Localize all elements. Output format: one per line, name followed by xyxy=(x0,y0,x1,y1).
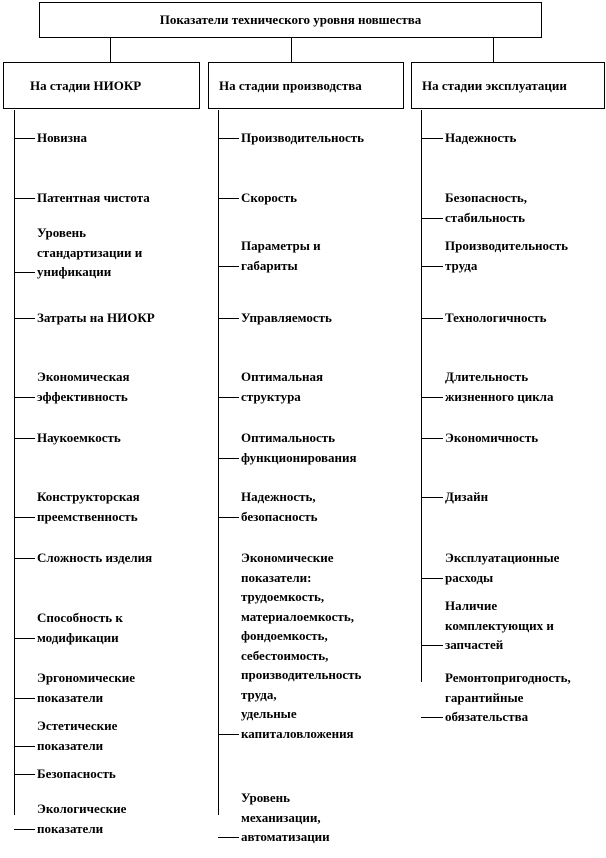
branch-tick xyxy=(14,698,35,699)
branch-tick xyxy=(421,438,443,439)
indicator-line: Ремонтопригодность, xyxy=(445,670,571,685)
branch-tick xyxy=(421,218,443,219)
branch-tick xyxy=(14,272,35,273)
indicator-line: показатели: xyxy=(241,569,312,585)
indicator-line: Уровень xyxy=(241,790,291,805)
indicator-item xyxy=(37,223,142,282)
indicator-item xyxy=(37,548,152,568)
column-box-niokr xyxy=(3,62,200,109)
indicator-line: преемственность xyxy=(37,508,138,524)
indicator-line: Способность к xyxy=(37,610,123,625)
indicator-line: Оптимальность xyxy=(241,430,336,445)
indicator-line: Экономические xyxy=(241,550,334,565)
branch-tick xyxy=(218,397,239,398)
indicator-line: функционирования xyxy=(241,449,357,465)
indicator-line: запчастей xyxy=(445,637,504,652)
indicator-line: Надежность xyxy=(445,130,517,145)
column-box-production xyxy=(208,62,404,109)
branch-tick xyxy=(421,318,443,319)
indicator-line: Производительность xyxy=(241,130,365,145)
indicator-line: модификации xyxy=(37,629,119,645)
indicator-item xyxy=(445,236,568,275)
indicator-item xyxy=(37,188,150,208)
indicator-line: Надежность, xyxy=(241,489,316,504)
column-box-exploitation xyxy=(411,62,605,109)
branch-tick xyxy=(14,198,35,199)
branch-tick xyxy=(14,829,35,830)
branch-tick xyxy=(14,774,35,775)
indicator-line: Наукоемкость xyxy=(37,430,121,445)
indicator-line: производительность xyxy=(241,667,362,682)
indicator-line: Экологические xyxy=(37,801,127,816)
indicator-line: труда xyxy=(445,257,478,273)
branch-tick xyxy=(218,266,239,267)
branch-tick xyxy=(218,734,239,735)
indicator-item xyxy=(445,428,538,448)
indicator-item xyxy=(37,367,130,406)
indicator-item xyxy=(37,308,155,328)
branch-tick xyxy=(14,558,35,559)
indicator-line: автоматизации xyxy=(241,829,330,844)
indicator-line: материалоемкость, xyxy=(241,608,354,624)
indicator-line: Оптимальная xyxy=(241,369,324,384)
column-title-niokr: На стадии НИОКР xyxy=(30,77,142,93)
branch-tick xyxy=(421,578,443,579)
branch-tick xyxy=(421,266,443,267)
indicator-line: механизации, xyxy=(241,809,321,825)
indicator-line: Скорость xyxy=(241,190,297,205)
indicator-line: фондоемкость, xyxy=(241,628,328,643)
indicator-line: показатели xyxy=(37,820,104,836)
indicator-item xyxy=(445,128,516,148)
indicator-item xyxy=(445,367,553,406)
branch-tick xyxy=(218,138,239,139)
indicator-item xyxy=(445,596,554,655)
indicator-line: стандартизации и xyxy=(37,244,143,260)
indicator-line: Сложность изделия xyxy=(37,550,153,565)
indicator-line: показатели xyxy=(37,737,104,753)
branch-tick xyxy=(218,837,239,838)
indicator-line: Технологичность xyxy=(445,310,547,325)
branch-tick xyxy=(421,717,443,718)
indicator-item xyxy=(241,128,364,148)
indicator-item xyxy=(445,308,547,328)
branch-tick xyxy=(218,318,239,319)
indicator-line: структура xyxy=(241,388,301,404)
indicator-item xyxy=(37,428,121,448)
indicator-line: Эргономические xyxy=(37,670,135,685)
branch-tick xyxy=(14,138,35,139)
branch-tick xyxy=(14,746,35,747)
indicator-line: труда, xyxy=(241,686,277,702)
indicator-line: удельные xyxy=(241,706,297,721)
connector-top-left xyxy=(110,38,111,62)
indicator-line: Уровень xyxy=(37,225,87,240)
trunk-line-production xyxy=(218,110,219,815)
branch-tick xyxy=(218,458,239,459)
branch-tick xyxy=(14,638,35,639)
column-title-exploitation: На стадии эксплуатации xyxy=(422,77,567,93)
indicator-item xyxy=(37,608,123,647)
top-box xyxy=(39,2,542,38)
indicator-line: безопасность xyxy=(241,508,318,524)
indicator-line: капиталовложения xyxy=(241,725,354,741)
branch-tick xyxy=(14,397,35,398)
branch-tick xyxy=(14,318,35,319)
indicator-line: трудоемкость, xyxy=(241,589,325,604)
indicator-item xyxy=(445,548,559,587)
connector-top-trunk xyxy=(291,38,292,62)
indicator-line: габариты xyxy=(241,257,298,273)
indicator-line: Экономичность xyxy=(445,430,539,445)
indicator-item xyxy=(445,668,571,727)
connector-top-right xyxy=(493,38,494,62)
indicator-item xyxy=(37,764,116,784)
top-title: Показатели технического уровня новшества xyxy=(159,12,422,27)
indicator-line: Эстетические xyxy=(37,718,118,733)
indicator-line: Безопасность, xyxy=(445,190,528,205)
indicator-line: унификации xyxy=(37,264,112,279)
indicator-line: Дизайн xyxy=(445,489,489,504)
indicator-item xyxy=(37,668,135,707)
indicator-item xyxy=(241,236,321,275)
branch-tick xyxy=(421,397,443,398)
indicator-line: себестоимость, xyxy=(241,647,329,663)
indicator-line: Патентная чистота xyxy=(37,190,150,205)
indicator-line: жизненного цикла xyxy=(445,388,554,404)
indicator-line: гарантийные xyxy=(445,689,524,705)
column-title-production: На стадии производства xyxy=(219,77,362,93)
indicator-item xyxy=(37,716,117,755)
indicator-line: эффективность xyxy=(37,388,128,404)
indicator-line: Производительность xyxy=(445,238,569,253)
branch-tick xyxy=(421,138,443,139)
branch-tick xyxy=(218,517,239,518)
indicator-line: стабильность xyxy=(445,209,525,225)
indicator-line: Безопасность xyxy=(37,766,116,781)
indicator-item xyxy=(241,308,332,328)
indicator-item xyxy=(37,128,87,148)
branch-tick xyxy=(218,198,239,199)
indicator-line: обязательства xyxy=(445,709,529,724)
indicator-line: Длительность xyxy=(445,369,529,384)
indicator-line: Параметры и xyxy=(241,238,321,253)
indicator-item xyxy=(445,487,488,507)
branch-tick xyxy=(421,645,443,646)
indicator-item xyxy=(241,548,361,743)
indicator-line: Экономическая xyxy=(37,369,130,384)
indicator-line: Управляемость xyxy=(241,310,332,325)
trunk-line-niokr xyxy=(14,110,15,815)
indicator-line: Эксплуатационные xyxy=(445,550,560,565)
indicator-line: комплектующих и xyxy=(445,617,554,633)
indicator-item xyxy=(37,799,126,838)
indicator-item xyxy=(241,367,323,406)
indicator-line: расходы xyxy=(445,569,494,585)
indicator-line: показатели xyxy=(37,689,104,705)
branch-tick xyxy=(14,517,35,518)
branch-tick xyxy=(14,438,35,439)
indicator-item xyxy=(445,188,527,227)
indicator-line: Конструкторская xyxy=(37,489,140,504)
branch-tick xyxy=(421,497,443,498)
indicator-line: Наличие xyxy=(445,598,498,613)
indicator-item xyxy=(241,188,297,208)
indicator-item xyxy=(241,428,357,467)
indicator-item xyxy=(37,487,140,526)
indicator-item xyxy=(241,788,330,847)
indicator-line: Новизна xyxy=(37,130,88,145)
indicator-line: Затраты на НИОКР xyxy=(37,310,155,325)
indicator-item xyxy=(241,487,318,526)
